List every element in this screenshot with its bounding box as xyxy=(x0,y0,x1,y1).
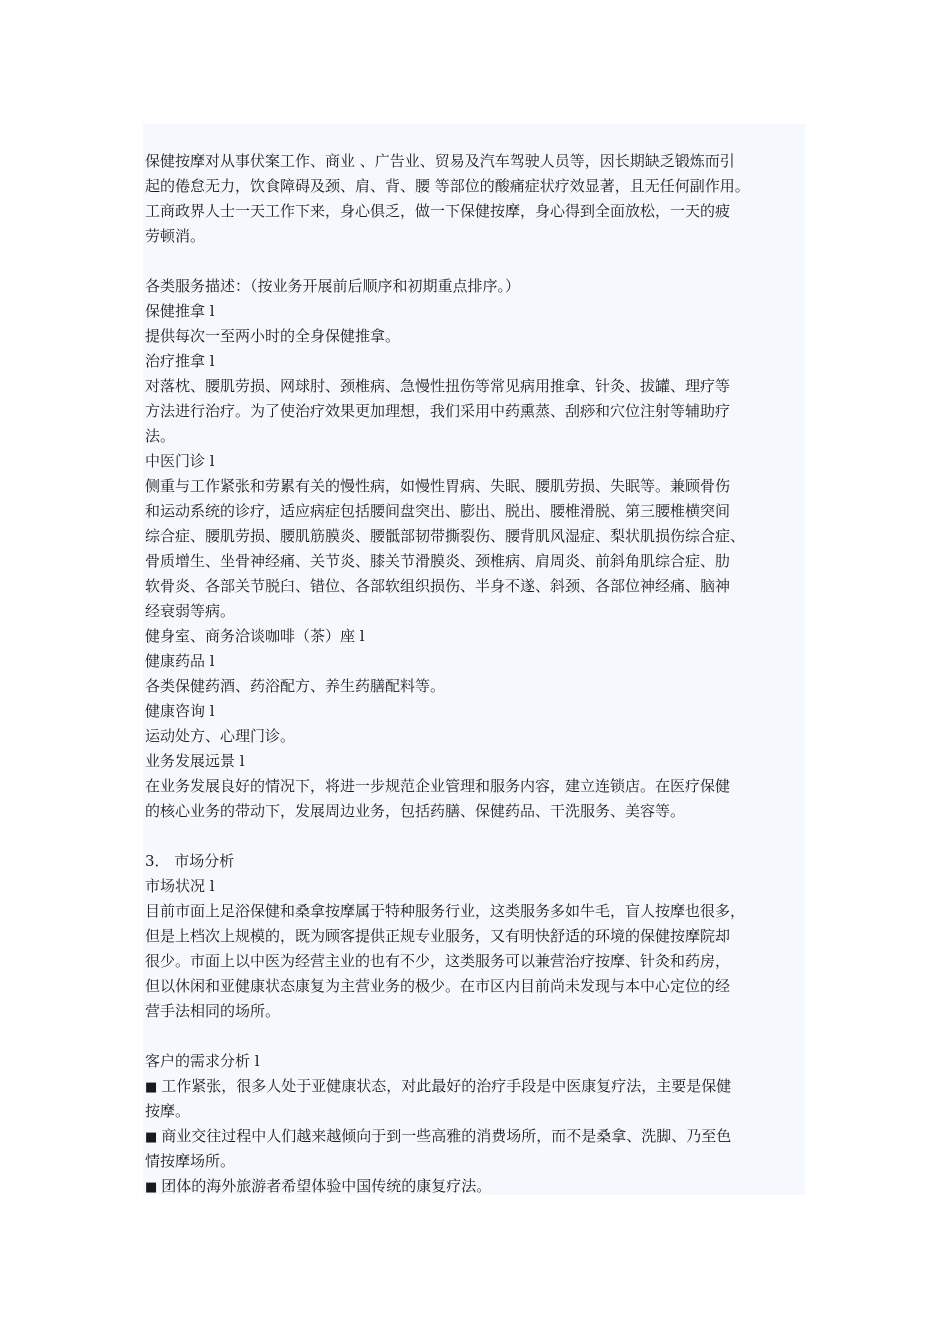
square-bullet-icon xyxy=(145,1077,161,1095)
service-desc-line: 骨质增生、坐骨神经痛、关节炎、膝关节滑膜炎、颈椎病、肩周炎、前斜角肌综合症、肋 xyxy=(145,552,731,570)
services-heading: 各类服务描述：（按业务开展前后顺序和初期重点排序。） xyxy=(145,277,521,295)
intro-line: 保健按摩对从事伏案工作、商业 、广告业、贸易及汽车驾驶人员等，因长期缺乏锻炼而引 xyxy=(145,152,735,170)
service-desc-line: 综合症、腰肌劳损、腰肌筋膜炎、腰骶部韧带撕裂伤、腰背肌风湿症、梨状肌损伤综合症、 xyxy=(145,527,746,545)
service-title-tcm-clinic: 中医门诊 l xyxy=(145,452,215,470)
services-section xyxy=(145,274,805,824)
square-bullet-icon xyxy=(145,1177,161,1195)
market-status-line: 营手法相同的场所。 xyxy=(145,1002,281,1020)
intro-paragraph xyxy=(145,149,805,249)
service-desc-line: 法。 xyxy=(145,427,176,445)
demand-section xyxy=(145,1049,805,1199)
service-desc-line: 各类保健药酒、药浴配方、养生药膳配料等。 xyxy=(145,677,446,695)
service-desc-line: 运动处方、心理门诊。 xyxy=(145,727,296,745)
service-desc-line: 侧重与工作紧张和劳累有关的慢性病，如慢性胃病、失眠、腰肌劳损、失眠等。兼顾骨伤 xyxy=(145,477,731,495)
square-bullet-icon xyxy=(145,1127,161,1145)
demand-point: ■ 团体的海外旅游者希望体验中国传统的康复疗法。 xyxy=(145,1174,805,1199)
market-status-line: 很少。市面上以中医为经营主业的也有不少，这类服务可以兼营治疗按摩、针灸和药房， xyxy=(145,952,731,970)
demand-point-cont: 情按摩场所。 xyxy=(145,1152,236,1170)
market-status-title: 市场状况 l xyxy=(145,877,215,895)
service-title-massage: 保健推拿 l xyxy=(145,302,215,320)
demand-point-cont: 按摩。 xyxy=(145,1102,191,1120)
market-status-line: 目前市面上足浴保健和桑拿按摩属于特种服务行业，这类服务多如牛毛，盲人按摩也很多， xyxy=(145,902,746,920)
service-desc-line: 方法进行治疗。为了使治疗效果更加理想，我们采用中药熏蒸、刮痧和穴位注射等辅助疗 xyxy=(145,402,731,420)
service-title-therapy: 治疗推拿 l xyxy=(145,352,215,370)
service-desc-line: 提供每次一至两小时的全身保健推拿。 xyxy=(145,327,401,345)
service-title-gym-cafe: 健身室、商务洽谈咖啡（茶）座 l xyxy=(145,627,365,645)
market-status-line: 但是上档次上规模的，既为顾客提供正规专业服务，又有明快舒适的环境的保健按摩院却 xyxy=(145,927,731,945)
demand-point: ■ 工作紧张，很多人处于亚健康状态，对此最好的治疗手段是中医康复疗法，主要是保健 xyxy=(145,1074,805,1099)
intro-line: 起的倦怠无力，饮食障碍及颈、肩、背、腰 等部位的酸痛症状疗效显著，且无任何副作用。 xyxy=(145,177,750,195)
document-content xyxy=(143,124,805,1195)
service-title-health-consulting: 健康咨询 l xyxy=(145,702,215,720)
service-desc-line: 经衰弱等病。 xyxy=(145,602,236,620)
service-desc-line: 在业务发展良好的情况下，将进一步规范企业管理和服务内容，建立连锁店。在医疗保健 xyxy=(145,777,731,795)
service-desc-line: 软骨炎、各部关节脱臼、错位、各部软组织损伤、半身不遂、斜颈、各部位神经痛、脑神 xyxy=(145,577,731,595)
demand-title: 客户的需求分析 l xyxy=(145,1052,260,1070)
service-desc-line: 和运动系统的诊疗，适应病症包括腰间盘突出、膨出、脱出、腰椎滑脱、第三腰椎横突间 xyxy=(145,502,731,520)
intro-line: 劳顿消。 xyxy=(145,227,206,245)
service-title-business-outlook: 业务发展远景 l xyxy=(145,752,245,770)
demand-point: ■ 商业交往过程中人们越来越倾向于到一些高雅的消费场所，而不是桑拿、洗脚、乃至色 xyxy=(145,1124,805,1149)
market-section xyxy=(145,849,805,1024)
market-status-line: 但以休闲和亚健康状态康复为主营业务的极少。在市区内目前尚未发现与本中心定位的经 xyxy=(145,977,731,995)
service-title-health-products: 健康药品 l xyxy=(145,652,215,670)
intro-line: 工商政界人士一天工作下来，身心俱乏，做一下保健按摩，身心得到全面放松，一天的疲 xyxy=(145,202,731,220)
service-desc-line: 对落枕、腰肌劳损、网球肘、颈椎病、急慢性扭伤等常见病用推拿、针灸、拔罐、理疗等 xyxy=(145,377,731,395)
market-heading: 3． 市场分析 xyxy=(145,852,235,870)
service-desc-line: 的核心业务的带动下，发展周边业务，包括药膳、保健药品、干洗服务、美容等。 xyxy=(145,802,686,820)
